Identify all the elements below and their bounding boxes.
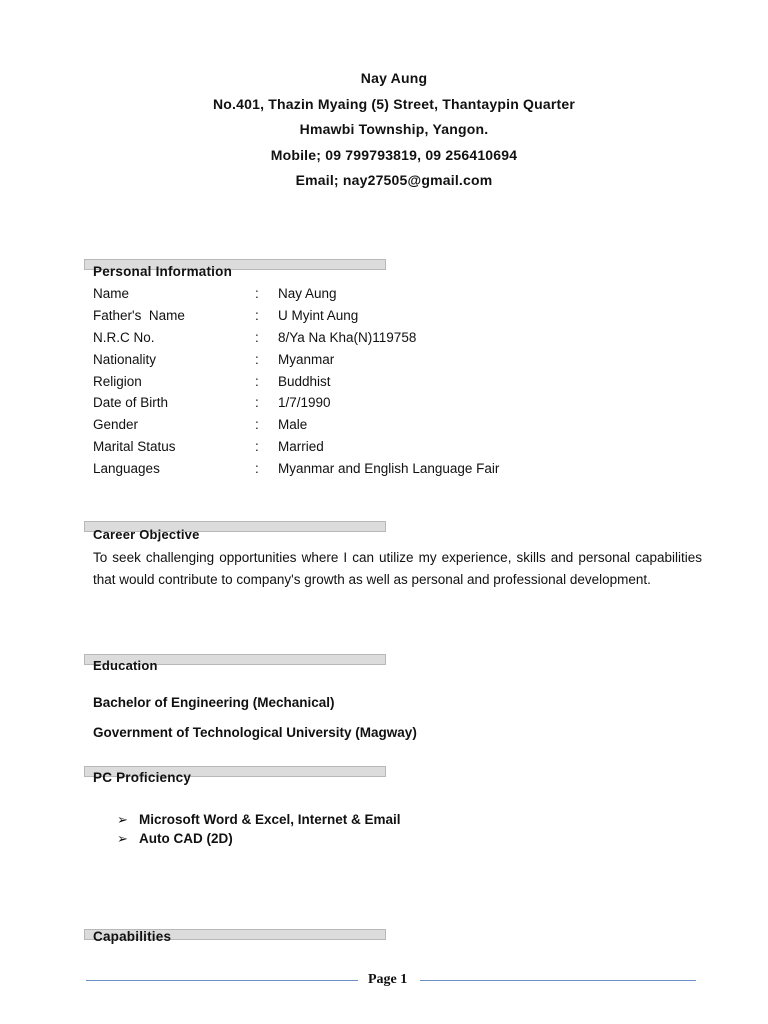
info-value: 1/7/1990 [278,395,331,411]
info-value: Nay Aung [278,286,337,301]
info-colon: : [255,307,259,323]
info-label: Date of Birth [93,395,169,411]
info-colon: : [255,351,259,367]
info-label: Languages [93,461,160,477]
arrow-bullet-icon: ➢ [117,812,128,827]
info-value: 8/Ya Na Kha(N)119758 [278,329,417,345]
info-label: Name [93,286,130,301]
education-degree: Bachelor of Engineering (Mechanical) [93,695,335,710]
info-value: Myanmar and English Language Fair [278,461,500,477]
mobile-line: Mobile; 09 799793819, 09 256410694 [270,146,518,163]
info-colon: : [255,329,259,345]
info-value: Myanmar [278,351,335,367]
list-item [117,811,401,830]
info-colon: : [255,395,259,411]
info-value: Married [278,439,324,455]
info-value: Buddhist [278,373,331,389]
info-label: Marital Status [93,439,176,455]
address-line-1: No.401, Thazin Myaing (5) Street, Thantaypin Quarter [212,95,576,112]
section-title-personal: Personal Information [93,264,233,279]
footer-rule-right [420,980,696,981]
info-label: Gender [93,417,139,433]
list-item [117,830,401,849]
address-line-2: Hmawbi Township, Yangon. [299,121,489,137]
info-colon: : [255,417,259,433]
info-value: Male [278,417,308,433]
info-colon: : [255,286,259,301]
footer-rule-left [86,980,358,981]
email-line: Email; nay27505@gmail.com [295,172,493,188]
arrow-bullet-icon: ➢ [117,831,128,846]
resume-header [0,68,768,196]
info-label: Religion [93,373,142,389]
info-label: N.R.C No. [93,329,155,345]
career-objective-text: To seek challenging opportunities where I can utilize my experience, skills and personal capabilities that would contribute to company's growth as well as personal and professional development. [93,550,702,587]
pc-proficiency-list [117,811,401,849]
info-colon: : [255,439,259,455]
section-title-education: Education [93,658,158,673]
info-value: U Myint Aung [278,307,359,323]
list-item-text: Auto CAD (2D) [139,831,233,846]
info-colon: : [255,373,259,389]
info-label: Father's Name [93,307,185,323]
page-number: Page 1 [368,972,408,987]
education-university: Government of Technological University (Magway) [93,725,417,740]
section-title-career: Career Objective [93,527,200,542]
info-label: Nationality [93,351,157,367]
info-colon: : [255,461,259,477]
section-title-pc: PC Proficiency [93,770,192,785]
applicant-name: Nay Aung [360,70,428,86]
list-item-text: Microsoft Word & Excel, Internet & Email [139,812,401,827]
section-title-capabilities: Capabilities [93,929,172,944]
